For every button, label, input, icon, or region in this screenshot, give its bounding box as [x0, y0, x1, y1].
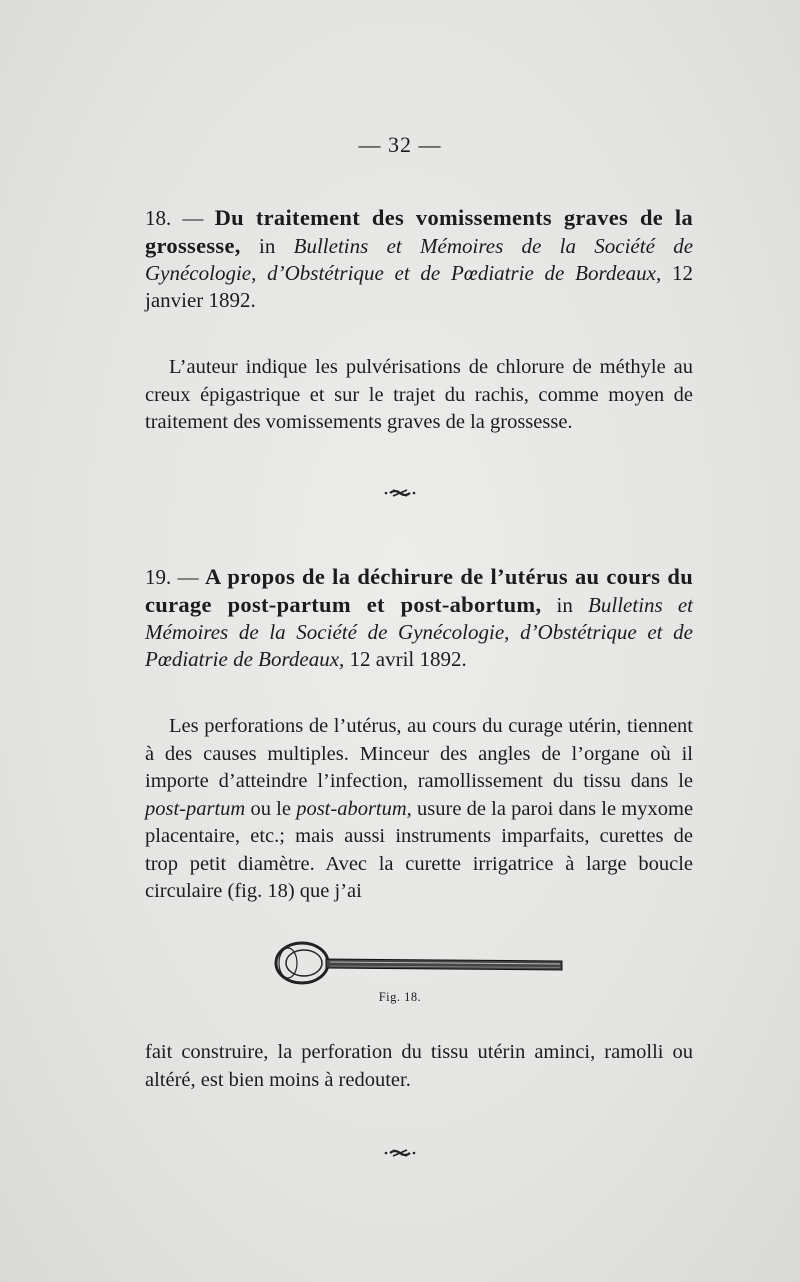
entry-date: 12 janvier 1892. [145, 261, 693, 312]
entry-date: 12 avril 1892. [349, 647, 467, 671]
entry-19-continuation [145, 1039, 693, 1094]
entry-18-heading [145, 204, 693, 314]
emphasis: post-abortum, [296, 797, 412, 820]
entry-19-body [145, 713, 693, 906]
paragraph-text: ou le [250, 797, 291, 820]
ornament-icon [383, 487, 417, 499]
paragraph-text: Les perforations de l’utérus, au cours du curage utérin, tiennent à des causes multiples. Minceur des angles de l’organe où il importe d’atteindre l’infection, ramollissement du tissu dans le [145, 715, 693, 792]
paragraph: fait construire, la perforation du tissu utérin aminci, ramolli ou altéré, est bien moins à redouter. [145, 1041, 693, 1091]
curette-icon [270, 937, 570, 987]
paragraph [145, 713, 693, 906]
page-number: — 32 — [358, 132, 442, 157]
figure-caption: Fig. 18. [378, 990, 422, 1004]
entry-source: Bulletins et Mémoires de la Société de Gynécologie, d’Obstétrique et de Pœdiatrie de Bordeaux, [145, 593, 694, 671]
paragraph: L’auteur indique les pulvérisations de chlorure de méthyle au creux épigastrique et sur le trajet du rachis, comme moyen de traitement des vomissements graves de la grossesse. [145, 356, 693, 433]
emphasis: post-partum [145, 797, 246, 820]
entry-number: 18. — [145, 206, 204, 230]
ornament-icon [383, 1147, 417, 1159]
entry-title: Du traitement des vomissements graves de la grossesse, [145, 205, 694, 258]
in-word: in [556, 593, 573, 617]
entry-18-body [145, 354, 693, 437]
section-ornament [0, 1146, 800, 1164]
entry-title: A propos de la déchirure de l’utérus au cours du curage post-partum et post-abortum, [145, 564, 694, 617]
entry-number: 19. — [145, 565, 199, 589]
in-word: in [259, 234, 276, 258]
section-ornament [0, 486, 800, 504]
paragraph-text: usure de la paroi dans le myxome placentaire, etc.; mais aussi instruments imparfaits, curettes de trop petit diamètre. Avec la curette irrigatrice à large boucle circulaire (fig. 18) que j’ai [145, 797, 694, 902]
entry-source: Bulletins et Mémoires de la Société de Gynécologie, d’Obstétrique et de Pœdiatrie de Bordeaux, [145, 234, 694, 285]
entry-19-heading [145, 563, 693, 673]
